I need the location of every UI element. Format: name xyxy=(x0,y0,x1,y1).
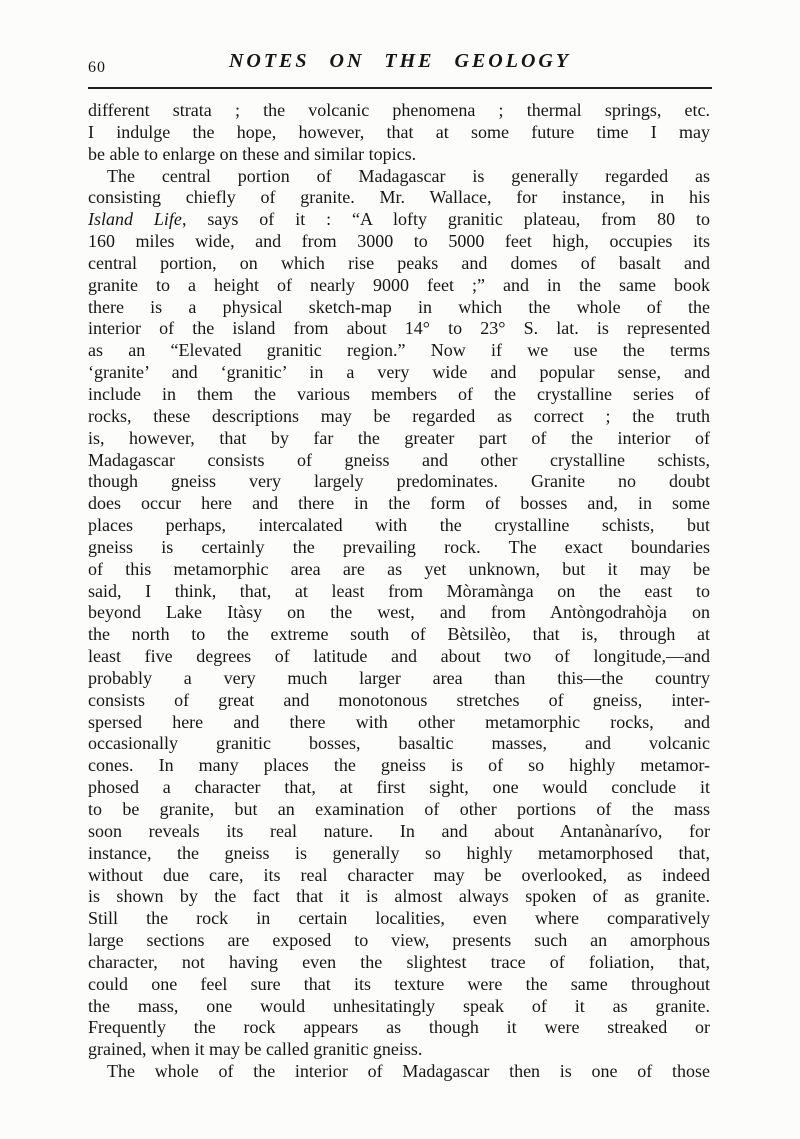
text-line xyxy=(88,100,710,122)
text-segment: granite to a height of nearly 9000 feet ;” and in the same book xyxy=(88,274,710,295)
text-line xyxy=(88,122,710,144)
text-segment: is shown by the fact that it is almost always spoken of as granite. xyxy=(88,886,710,907)
text-line xyxy=(88,799,710,821)
text-segment: the north to the extreme south of Bètsilèo, that is, through at xyxy=(88,624,710,645)
running-title: NOTES ON THE GEOLOGY xyxy=(228,50,572,72)
text-line xyxy=(88,602,710,624)
page-number: 60 xyxy=(88,59,106,76)
text-line xyxy=(88,755,710,777)
text-segment: grained, when it may be called granitic gneiss. xyxy=(88,1039,423,1060)
text-line xyxy=(88,384,710,406)
text-segment: instance, the gneiss is generally so highly metamorphosed that, xyxy=(88,842,710,863)
text-line xyxy=(88,297,710,319)
text-line xyxy=(88,733,710,755)
text-line xyxy=(88,1039,710,1061)
text-line xyxy=(88,209,710,231)
text-line xyxy=(88,253,710,275)
text-segment: is, however, that by far the greater part of the interior of xyxy=(88,427,710,448)
text-line xyxy=(88,930,710,952)
text-segment: without due care, its real character may be overlooked, as indeed xyxy=(88,864,710,885)
text-segment: rocks, these descriptions may be regarded as correct ; the truth xyxy=(88,405,710,426)
text-line xyxy=(88,144,710,166)
text-segment: different strata ; the volcanic phenomena ; thermal springs, etc. xyxy=(88,100,710,120)
text-segment: though gneiss very largely predominates. Granite no doubt xyxy=(88,471,710,492)
text-segment: large sections are exposed to view, presents such an amorphous xyxy=(88,930,710,951)
text-segment: The whole of the interior of Madagascar then is one of those xyxy=(107,1061,710,1082)
text-line xyxy=(88,668,710,690)
text-segment: gneiss is certainly the prevailing rock. The exact boundaries xyxy=(88,536,710,557)
text-line xyxy=(88,537,710,559)
text-line xyxy=(88,996,710,1018)
text-segment: occasionally granitic bosses, basaltic masses, and volcanic xyxy=(88,733,710,754)
text-segment: said, I think, that, at least from Mòramànga on the east to xyxy=(88,580,710,601)
text-line xyxy=(88,581,710,603)
text-segment: Still the rock in certain localities, even where comparatively xyxy=(88,908,710,929)
text-line xyxy=(88,690,710,712)
page-header xyxy=(88,50,712,80)
text-line xyxy=(88,231,710,253)
text-segment: probably a very much larger area than this—the country xyxy=(88,667,710,688)
text-segment: include in them the various members of the crystalline series of xyxy=(88,383,710,404)
text-line xyxy=(88,974,710,996)
text-segment: as an “Elevated granitic region.” Now if we use the terms xyxy=(88,340,710,361)
text-line xyxy=(88,318,710,340)
text-line xyxy=(88,559,710,581)
text-line xyxy=(88,275,710,297)
text-segment: there is a physical sketch-map in which the whole of the xyxy=(88,296,710,317)
text-segment: phosed a character that, at first sight, one would conclude it xyxy=(88,777,710,798)
text-line xyxy=(88,428,710,450)
text-line xyxy=(88,166,710,188)
text-line xyxy=(88,450,710,472)
text-segment: Madagascar consists of gneiss and other crystalline schists, xyxy=(88,449,710,470)
body-text xyxy=(88,100,710,1083)
text-segment: of this metamorphic area are as yet unknown, but it may be xyxy=(88,558,710,579)
text-segment: the mass, one would unhesitatingly speak of it as granite. xyxy=(88,995,710,1016)
text-segment: 160 miles wide, and from 3000 to 5000 feet high, occupies its xyxy=(88,231,710,252)
text-line xyxy=(88,821,710,843)
text-segment: consisting chiefly of granite. Mr. Wallace, for instance, in his xyxy=(88,187,710,208)
text-segment: cones. In many places the gneiss is of so highly metamor- xyxy=(88,755,710,776)
text-line xyxy=(88,624,710,646)
text-segment: character, not having even the slightest trace of foliation, that, xyxy=(88,951,710,972)
text-line xyxy=(88,406,710,428)
text-line xyxy=(88,1061,710,1083)
text-segment: The central portion of Madagascar is generally regarded as xyxy=(107,165,710,186)
text-segment: could one feel sure that its texture were the same throughout xyxy=(88,973,710,994)
text-segment: , says of it : “A lofty granitic plateau, from 80 to xyxy=(181,209,710,230)
text-line xyxy=(88,515,710,537)
text-segment: does occur here and there in the form of bosses and, in some xyxy=(88,493,710,514)
header-rule xyxy=(88,87,712,89)
text-segment: I indulge the hope, however, that at some future time I may xyxy=(88,121,710,142)
text-segment: ‘granite’ and ‘granitic’ in a very wide and popular sense, and xyxy=(88,362,710,383)
text-segment: be able to enlarge on these and similar topics. xyxy=(88,143,417,164)
text-segment: places perhaps, intercalated with the crystalline schists, but xyxy=(88,515,710,536)
text-line xyxy=(88,340,710,362)
text-line xyxy=(88,843,710,865)
text-line xyxy=(88,777,710,799)
text-segment: beyond Lake Itàsy on the west, and from Antòngodrahòja on xyxy=(88,602,710,623)
text-line xyxy=(88,908,710,930)
text-segment: to be granite, but an examination of other portions of the mass xyxy=(88,799,710,819)
text-segment: spersed here and there with other metamorphic rocks, and xyxy=(88,711,710,732)
text-line xyxy=(88,362,710,384)
text-segment: central portion, on which rise peaks and domes of basalt and xyxy=(88,252,710,273)
text-segment: interior of the island from about 14° to 23° S. lat. is represented xyxy=(88,318,710,339)
text-line xyxy=(88,865,710,887)
italic-text-segment: Island Life xyxy=(88,209,182,230)
text-line xyxy=(88,1017,710,1039)
text-line xyxy=(88,952,710,974)
text-line xyxy=(88,493,710,515)
text-line xyxy=(88,646,710,668)
text-segment: consists of great and monotonous stretches of gneiss, inter- xyxy=(88,689,710,710)
text-line xyxy=(88,471,710,493)
text-segment: least five degrees of latitude and about two of longitude,—and xyxy=(88,646,710,667)
text-line xyxy=(88,886,710,908)
text-segment: soon reveals its real nature. In and about Antanànarívo, for xyxy=(88,820,710,841)
text-segment: Frequently the rock appears as though it were streaked or xyxy=(88,1017,710,1038)
text-line xyxy=(88,187,710,209)
text-line xyxy=(88,712,710,734)
